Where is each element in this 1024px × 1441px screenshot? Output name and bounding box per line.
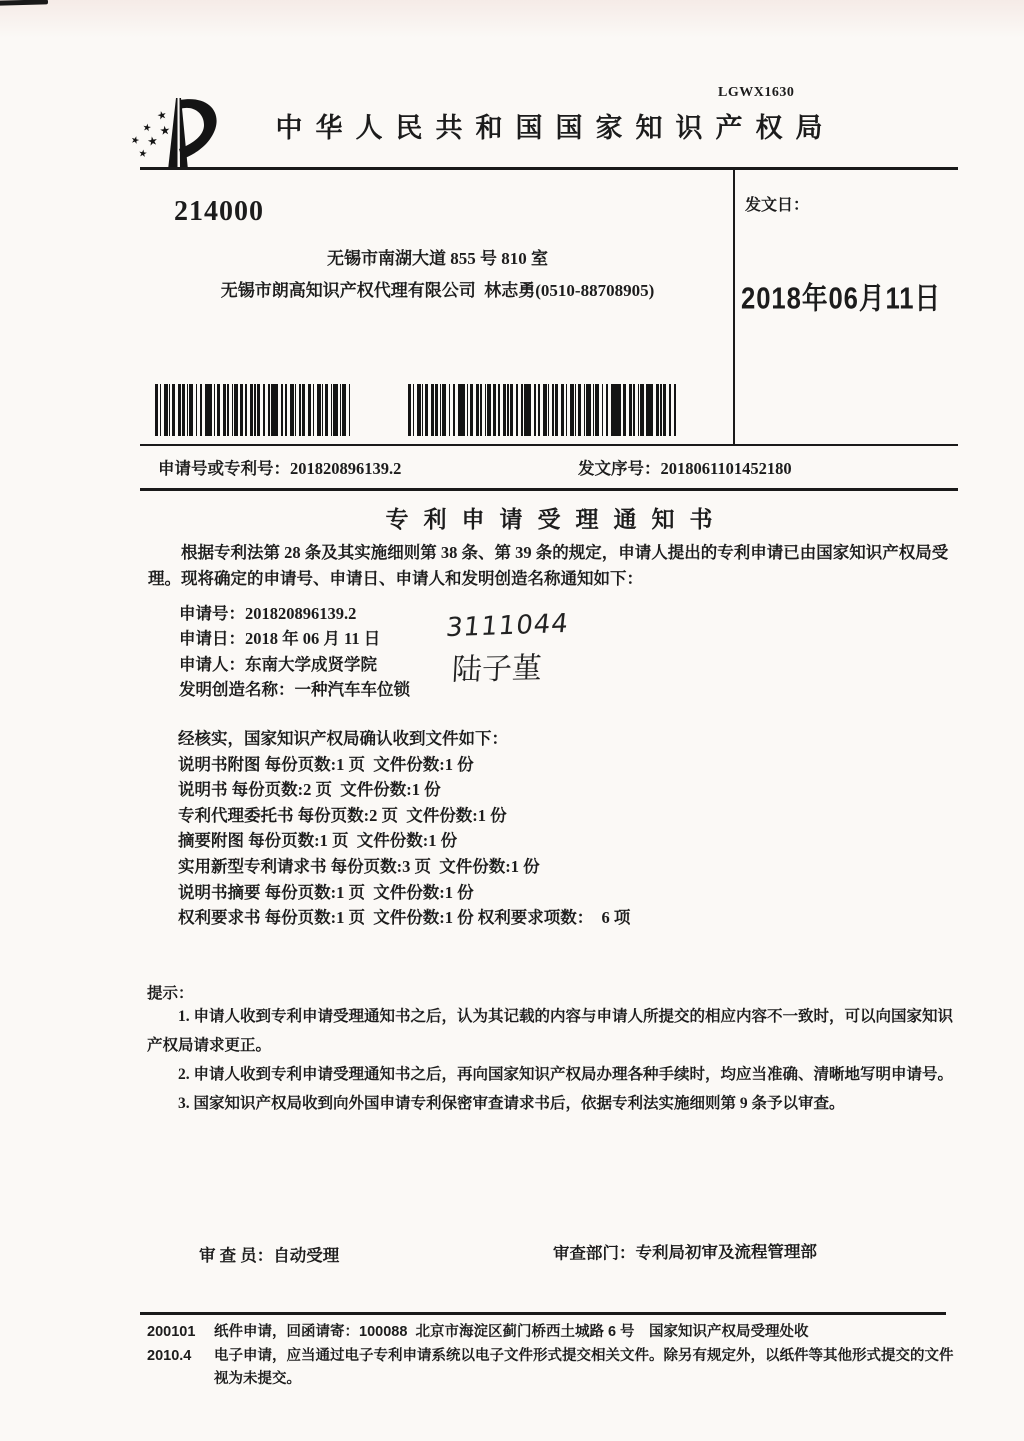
document-code: LGWX1630 bbox=[718, 85, 795, 100]
postcode: 214000 bbox=[174, 196, 264, 227]
svg-text:★: ★ bbox=[137, 148, 148, 161]
footer-notes bbox=[214, 1321, 956, 1392]
notice-title: 专利申请受理通知书 bbox=[385, 507, 728, 532]
department-row bbox=[553, 1238, 817, 1264]
header-rule bbox=[140, 167, 958, 170]
field-row bbox=[179, 652, 410, 677]
field-label: 申请人： bbox=[179, 654, 245, 674]
address-line-2: 无锡市朗高知识产权代理有限公司 林志勇(0510-88708905) bbox=[220, 281, 655, 300]
received-intro: 经核实，国家知识产权局确认收到文件如下： bbox=[178, 729, 508, 748]
application-fields bbox=[179, 601, 410, 703]
tips-list bbox=[147, 1002, 967, 1118]
svg-text:★: ★ bbox=[129, 134, 141, 148]
box-divider bbox=[733, 167, 735, 445]
field-value: 201820896139.2 bbox=[245, 604, 357, 623]
footer-paper-note: 纸件申请，回函请寄：100088 北京市海淀区蓟门桥西土城路 6 号 国家知识产权局受理处收 bbox=[214, 1324, 809, 1340]
tips-label: 提示： bbox=[147, 985, 194, 1002]
field-label: 申请号： bbox=[179, 604, 245, 623]
svg-text:★: ★ bbox=[141, 122, 153, 135]
serial-number-value: 2018061101452180 bbox=[660, 459, 792, 478]
field-label: 发明创造名称： bbox=[179, 680, 295, 700]
field-label: 申请日： bbox=[179, 629, 245, 649]
field-row bbox=[179, 626, 410, 651]
footer-electronic-note: 电子申请，应当通过电子专利申请系统以电子文件形式提交相关文件。除另有规定外，以纸件等其他形式提交的文件视为未提交。 bbox=[214, 1347, 954, 1387]
footer-code: 200101 bbox=[147, 1324, 196, 1340]
field-value: 2018 年 06 月 11 日 bbox=[245, 629, 381, 649]
barcode-rule bbox=[140, 444, 958, 446]
received-item: 说明书 每份页数:2 页 文件份数:1 份 bbox=[178, 780, 441, 800]
examiner-row bbox=[199, 1242, 339, 1266]
application-number-value: 201820896139.2 bbox=[290, 459, 402, 478]
field-row bbox=[179, 601, 410, 626]
received-item: 摘要附图 每份页数:1 页 文件份数:1 份 bbox=[178, 831, 458, 851]
received-item: 实用新型专利请求书 每份页数:3 页 文件份数:1 份 bbox=[178, 856, 540, 876]
examiner-value: 自动受理 bbox=[273, 1246, 340, 1265]
footer-code: 2010.4 bbox=[147, 1347, 192, 1364]
received-documents bbox=[178, 726, 630, 931]
svg-text:★: ★ bbox=[158, 122, 172, 138]
office-title: 中华人民共和国国家知识产权局 bbox=[275, 113, 836, 143]
footer-rule bbox=[140, 1312, 946, 1315]
received-item: 专利代理委托书 每份页数:2 页 文件份数:1 份 bbox=[178, 805, 507, 825]
svg-text:★: ★ bbox=[155, 107, 169, 123]
svg-text:★: ★ bbox=[146, 133, 160, 149]
application-number-row bbox=[158, 455, 401, 479]
serial-number-label: 发文序号： bbox=[578, 459, 661, 478]
department-label: 审查部门： bbox=[552, 1243, 636, 1263]
field-row bbox=[179, 677, 410, 702]
handwritten-name: 陆子堇 bbox=[450, 651, 543, 688]
intro-paragraph: 根据专利法第 28 条及其实施细则第 38 条、第 39 条的规定，申请人提出的专利申请已由国家知识产权局受理。现将确定的申请号、申请日、申请人和发明创造名称通知如下： bbox=[148, 543, 949, 588]
barcode bbox=[408, 384, 678, 436]
tip-item: 2. 申请人收到专利申请受理通知书之后，再向国家知识产权局办理各种手续时，均应当准确、清晰地写明申请号。 bbox=[178, 1066, 954, 1083]
received-item: 说明书摘要 每份页数:1 页 文件份数:1 份 bbox=[178, 882, 474, 902]
address-line-1: 无锡市南湖大道 855 号 810 室 bbox=[327, 249, 548, 268]
field-value: 东南大学成贤学院 bbox=[245, 654, 377, 674]
footer-codes bbox=[147, 1321, 195, 1368]
scan-artifact bbox=[0, 0, 48, 6]
serial-number-row bbox=[578, 455, 792, 479]
title-rule bbox=[140, 488, 958, 491]
barcode bbox=[155, 384, 353, 436]
handwritten-number: 3111044 bbox=[444, 608, 571, 644]
received-item: 权利要求书 每份页数:1 页 文件份数:1 份 权利要求项数： 6 项 bbox=[178, 908, 631, 928]
issue-date-label: 发文日： bbox=[745, 197, 810, 214]
tip-item: 3. 国家知识产权局收到向外国申请专利保密审查请求书后，依据专利法实施细则第 9 条予以审查。 bbox=[178, 1095, 845, 1112]
tip-item: 1. 申请人收到专利申请受理通知书之后，认为其记载的内容与申请人所提交的相应内容不一致时，可以向国家知识产权局请求更正。 bbox=[147, 1008, 954, 1054]
examiner-label: 审 查 员： bbox=[199, 1246, 274, 1265]
application-number-label: 申请号或专利号： bbox=[158, 459, 290, 478]
received-item: 说明书附图 每份页数:1 页 文件份数:1 份 bbox=[178, 754, 474, 774]
issue-date-stamp: 2018年06月11日 bbox=[741, 281, 942, 316]
department-value: 专利局初审及流程管理部 bbox=[635, 1242, 818, 1263]
field-value: 一种汽车车位锁 bbox=[294, 680, 410, 700]
